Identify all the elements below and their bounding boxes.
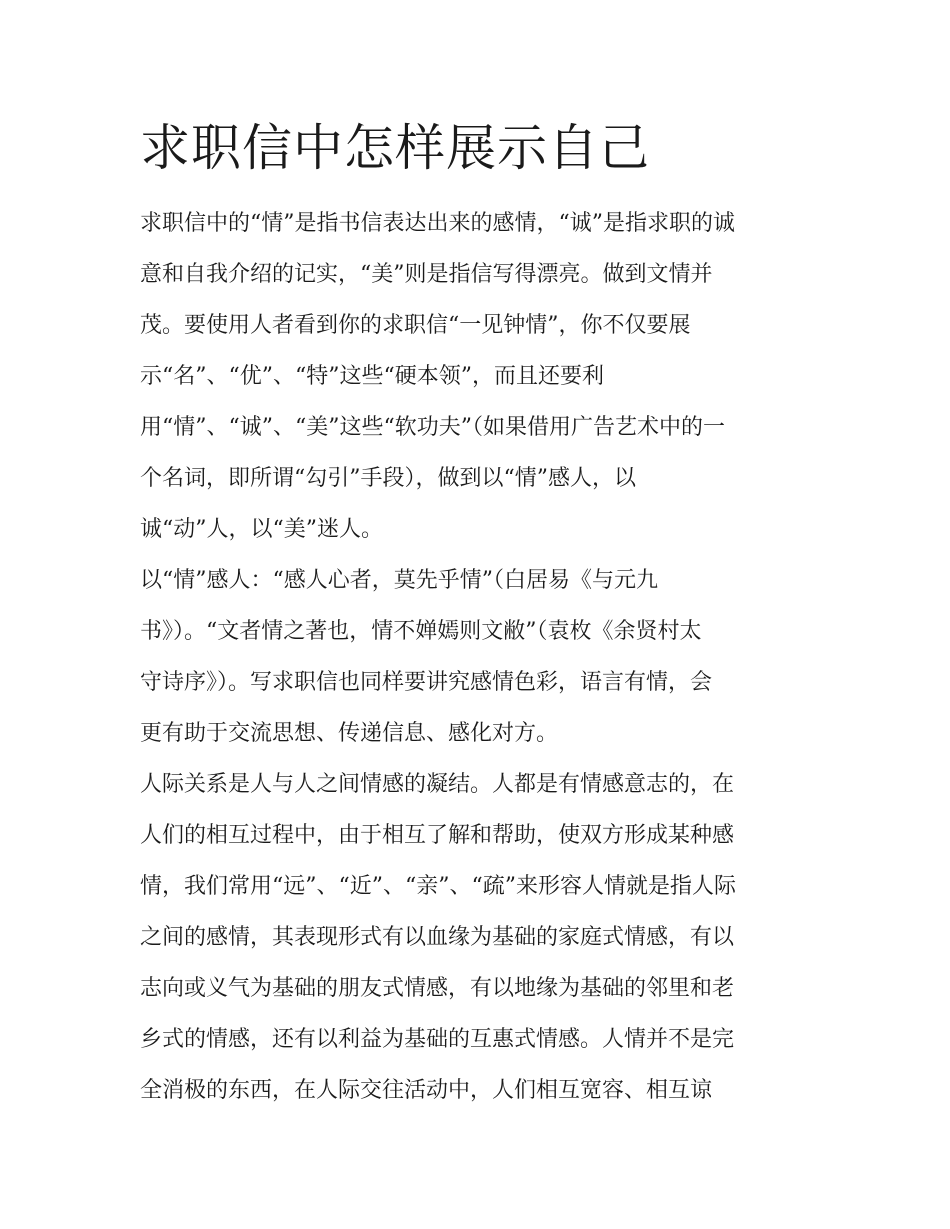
text-line: 人际关系是人与人之间情感的凝结。人都是有情感意志的，在 <box>140 772 735 797</box>
text-line: 乡式的情感，还有以利益为基础的互惠式情感。人情并不是完 <box>140 1027 735 1052</box>
text-line: 守诗序》）。写求职信也同样要讲究感情色彩，语言有情，会 <box>140 670 713 695</box>
text-line: 全消极的东西，在人际交往活动中，人们相互宽容、相互谅 <box>140 1078 713 1103</box>
text-line: 用“情”、“诚”、“美”这些“软功夫”（如果借用广告艺术中的一 <box>140 415 725 440</box>
document-title: 求职信中怎样展示自己 <box>140 119 650 177</box>
text-line: 意和自我介绍的记实，“美”则是指信写得漂亮。做到文情并 <box>140 262 713 287</box>
document-body <box>140 198 820 1116</box>
text-line: 示“名”、“优”、“特”这些“硬本领”，而且还要利 <box>140 364 604 389</box>
text-line: 志向或义气为基础的朋友式情感，有以地缘为基础的邻里和老 <box>140 976 735 1001</box>
text-line: 之间的感情，其表现形式有以血缘为基础的家庭式情感，有以 <box>140 925 735 950</box>
text-line: 以“情”感人：“感人心者，莫先乎情”（白居易《与元九 <box>140 568 658 593</box>
text-line: 情，我们常用“远”、“近”、“亲”、“疏”来形容人情就是指人际 <box>140 874 736 899</box>
text-line: 茂。要使用人者看到你的求职信“一见钟情”，你不仅要展 <box>140 313 691 338</box>
text-line: 书》）。“文者情之著也，情不婵嫣则文敝”（袁枚《余贤村太 <box>140 619 702 644</box>
text-line: 人们的相互过程中，由于相互了解和帮助，使双方形成某种感 <box>140 823 735 848</box>
text-line: 更有助于交流思想、传递信息、感化对方。 <box>140 721 559 746</box>
text-line: 个名词，即所谓“勾引”手段），做到以“情”感人，以 <box>140 466 636 491</box>
text-line: 诚“动”人，以“美”迷人。 <box>140 517 383 542</box>
text-line: 求职信中的“情”是指书信表达出来的感情，“诚”是指求职的诚 <box>140 211 735 236</box>
